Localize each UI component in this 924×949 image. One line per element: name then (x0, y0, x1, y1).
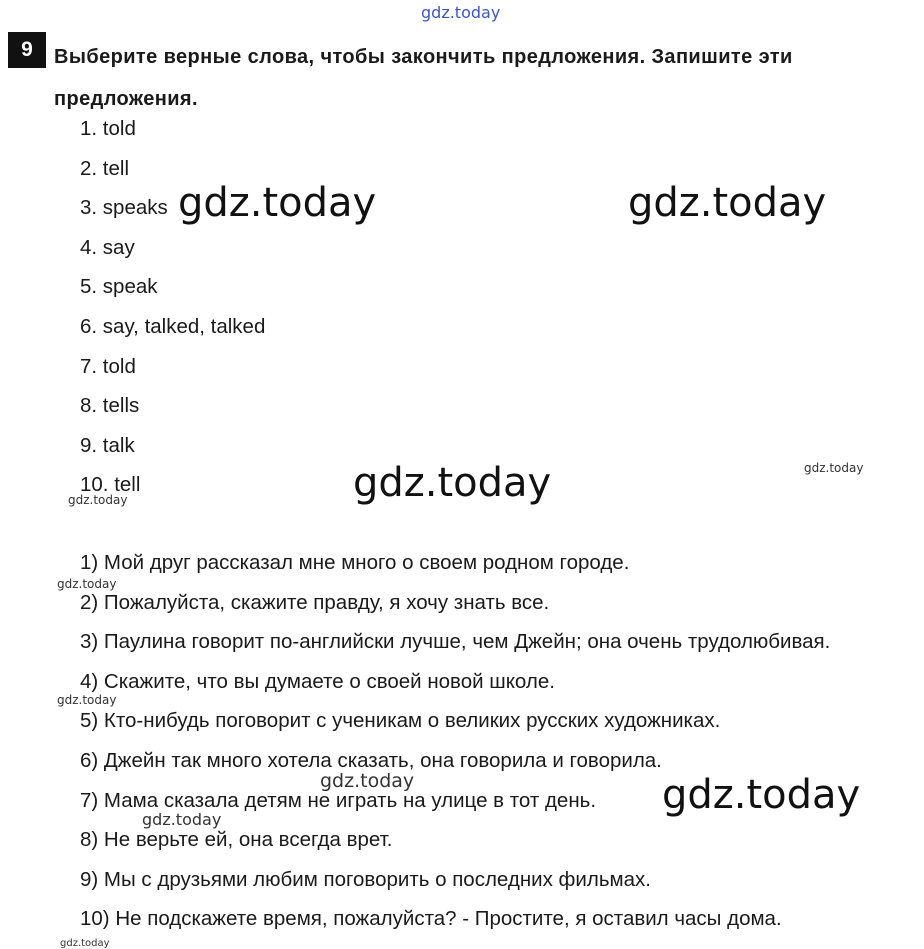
translation-item: 4) Скажите, что вы думаете о своей новой школе. (80, 669, 555, 693)
translation-item: 3) Паулина говорит по-английски лучше, чем Джейн; она очень трудолюбивая. (80, 630, 831, 654)
answer-item: 4. say (80, 235, 135, 259)
translation-item: 9) Мы с друзьями любим поговорить о последних фильмах. (80, 867, 651, 891)
translation-item: 5) Кто-нибудь поговорит с ученикам о великих русских художниках. (80, 709, 721, 733)
watermark-small: gdz.today (57, 693, 117, 707)
translation-item: 6) Джейн так много хотела сказать, она говорила и говорила. (80, 748, 662, 772)
watermark-large: gdz.today (662, 772, 861, 818)
answer-item: 10. tell (80, 473, 141, 497)
watermark-large: gdz.today (353, 460, 552, 506)
answers-list (80, 113, 265, 509)
watermark-small: gdz.today (804, 461, 864, 475)
translation-item: 7) Мама сказала детям не играть на улице в тот день. (80, 788, 597, 812)
task-instruction: Выберите верные слова, чтобы закончить предложения. Запишите эти предложения. (54, 46, 793, 110)
translation-item: 10) Не подскажете время, пожалуйста? - Простите, я оставил часы дома. (80, 907, 782, 931)
watermark-top-link[interactable]: gdz.today (421, 3, 501, 22)
watermark-large: gdz.today (628, 180, 827, 226)
answer-item: 8. tells (80, 394, 140, 418)
watermark-small: gdz.today (60, 938, 110, 949)
answer-item: 9. talk (80, 433, 135, 457)
translation-item: 8) Не верьте ей, она всегда врет. (80, 828, 393, 852)
watermark-large: gdz.today (178, 180, 377, 226)
answer-item: 1. told (80, 117, 136, 140)
translation-item: 2) Пожалуйста, скажите правду, я хочу знать все. (80, 590, 550, 614)
watermark-small: gdz.today (320, 770, 415, 792)
answer-item: 7. told (80, 354, 136, 378)
watermark-small: gdz.today (57, 577, 117, 591)
task-number-badge: 9 (8, 32, 46, 68)
watermark-small: gdz.today (68, 493, 128, 507)
watermark-small: gdz.today (142, 810, 222, 829)
answer-item: 3. speaks (80, 196, 168, 220)
answer-item: 6. say, talked, talked (80, 314, 266, 338)
translation-item: 1) Мой друг рассказал мне много о своем родном городе. (80, 551, 630, 574)
translations-list (80, 546, 830, 942)
answer-item: 5. speak (80, 275, 158, 299)
answer-item: 2. tell (80, 156, 129, 180)
